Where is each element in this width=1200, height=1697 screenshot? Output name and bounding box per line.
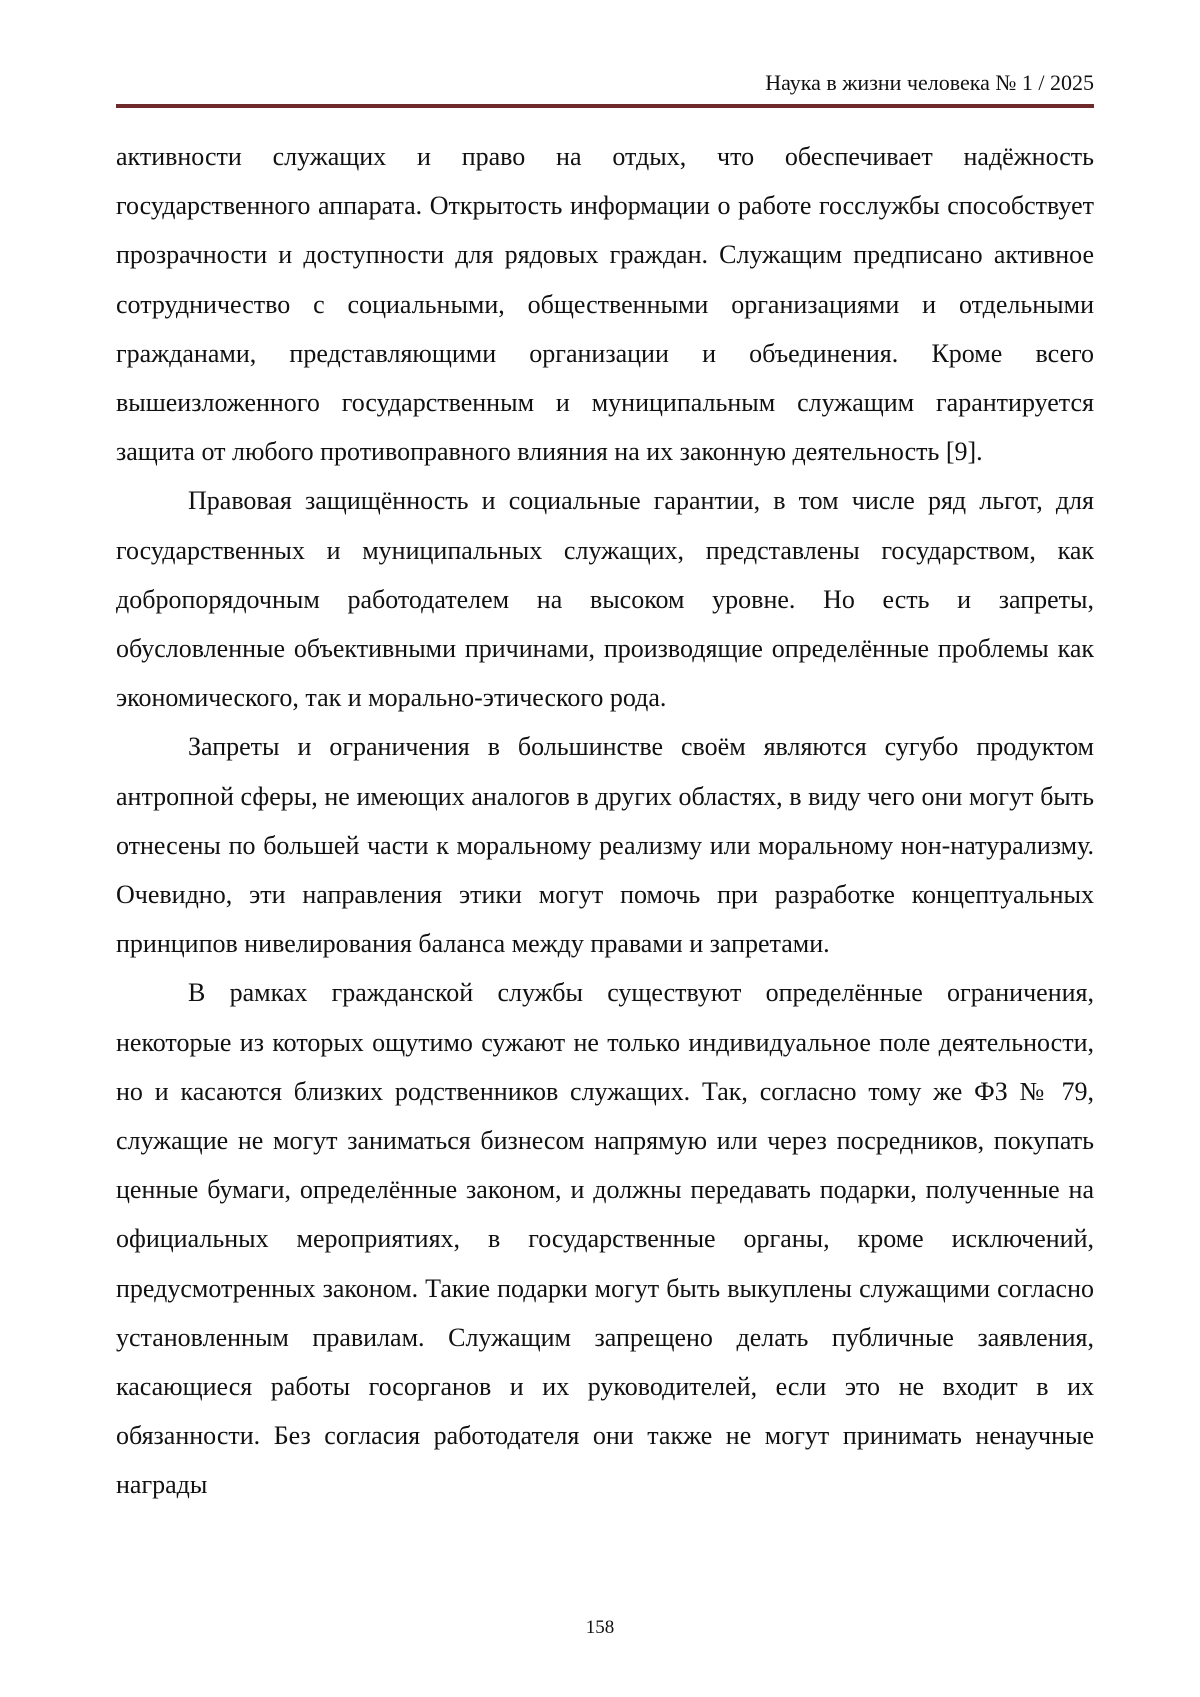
paragraph-restrictions: В рамках гражданской службы существуют определённые ограничения, некоторые из которых ощутимо сужают не только индивидуальное поле деятельности, но и касаются близких родственников служащих. Так, согласно тому же ФЗ № 79, служащие не могут заниматься бизнесом напрямую или через посредников, покупать ценные бумаги, определённые законом, и должны передавать подарки, полученные на официальных мероприятиях, в государственные органы, кроме исключений, предусмотренных законом. Такие подарки могут быть выкуплены служащими согласно установленным правилам. Служащим запрещено делать публичные заявления, касающиеся работы госорганов и их руководителей, если это не входит в их обязанности. Без согласия работодателя они также не могут принимать ненаучные награды bbox=[116, 978, 1094, 1500]
running-header: Наука в жизни человека № 1 / 2025 bbox=[765, 70, 1094, 95]
article-body bbox=[116, 132, 1094, 1510]
paragraph-prohibitions: Запреты и ограничения в большинстве своём являются сугубо продуктом антропной сферы, не имеющих аналогов в других областях, в виду чего они могут быть отнесены по большей части к моральному реализму или моральному нон-натурализму. Очевидно, эти направления этики могут помочь при разработке концептуальных принципов нивелирования баланса между правами и запретами. bbox=[116, 732, 1094, 959]
page-number: 158 bbox=[585, 1617, 615, 1638]
paragraph-legal-protection: Правовая защищённость и социальные гарантии, в том числе ряд льгот, для государственных и муниципальных служащих, представлены государством, как добропорядочным работодателем на высоком уровне. Но есть и запреты, обусловленные объективными причинами, производящие определённые проблемы как экономического, так и морально-этического рода. bbox=[116, 486, 1094, 713]
header-divider bbox=[116, 104, 1094, 108]
paragraph-continued: активности служащих и право на отдых, что обеспечивает надёжность государственного аппарата. Открытость информации о работе госслужбы способствует прозрачности и доступности для рядовых граждан. Служащим предписано активное сотрудничество с социальными, общественными организациями и отдельными гражданами, представляющими организации и объединения. Кроме всего вышеизложенного государственным и муниципальным служащим гарантируется защита от любого противоправного влияния на их законную деятельность [9]. bbox=[116, 142, 1094, 467]
